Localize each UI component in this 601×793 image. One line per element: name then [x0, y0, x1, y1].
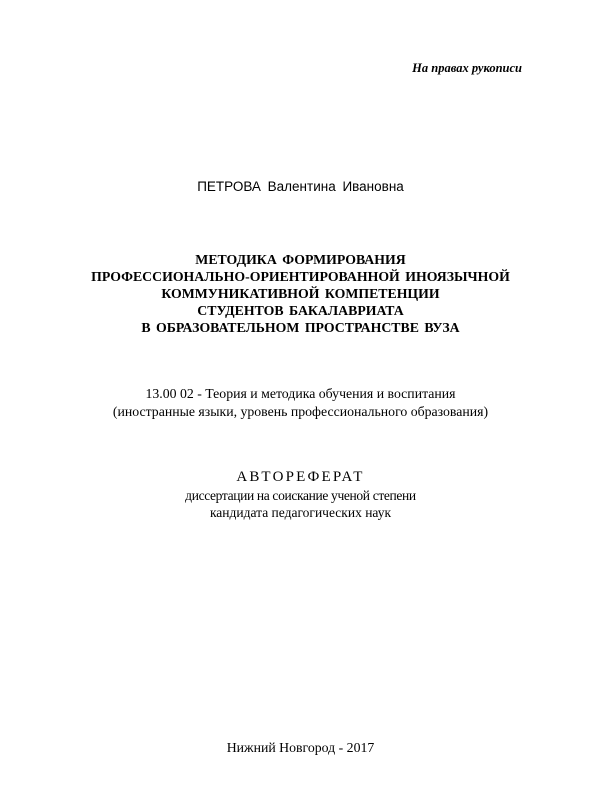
degree-line: кандидата педагогических наук [209, 505, 392, 520]
title-line: КОММУНИКАТИВНОЙ КОМПЕТЕНЦИИ [161, 286, 440, 301]
title-line: МЕТОДИКА ФОРМИРОВАНИЯ [195, 252, 406, 267]
author-name: ПЕТРОВА Валентина Ивановна [197, 179, 404, 194]
title-line: ПРОФЕССИОНАЛЬНО-ОРИЕНТИРОВАННОЙ ИНОЯЗЫЧНОЙ [91, 269, 510, 284]
abstract-heading: АВТОРЕФЕРАТ [236, 469, 365, 485]
manuscript-note: На правах рукописи [412, 61, 522, 75]
specialty-detail: (иностранные языки, уровень профессионального образования) [112, 404, 489, 419]
city-year: Нижний Новгород - 2017 [226, 740, 375, 755]
specialty-code: 13.00 02 - Теория и методика обучения и воспитания [145, 386, 456, 401]
title-line: СТУДЕНТОВ БАКАЛАВРИАТА [197, 303, 404, 318]
title-line: В ОБРАЗОВАТЕЛЬНОМ ПРОСТРАНСТВЕ ВУЗА [141, 320, 460, 335]
degree-line: диссертации на соискание ученой степени [185, 488, 416, 503]
